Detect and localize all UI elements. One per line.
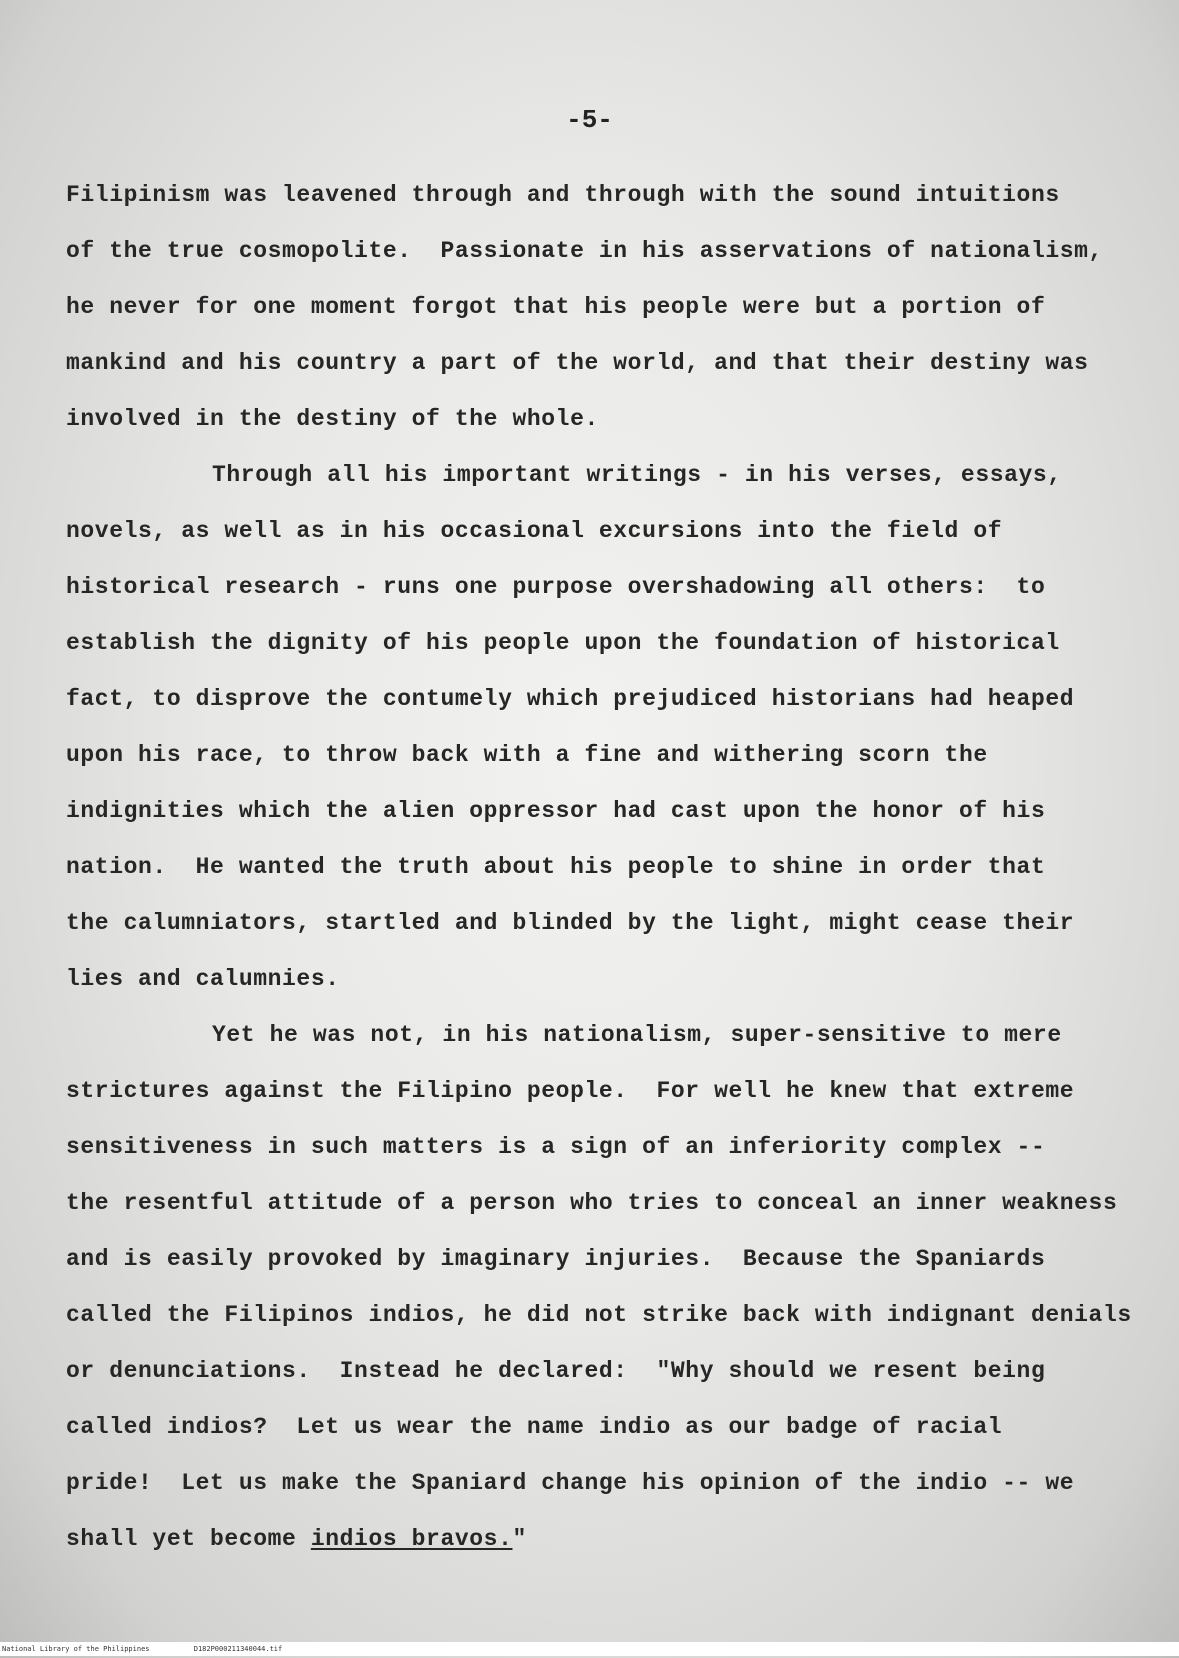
text-line: pride! Let us make the Spaniard change his opinion of the indio -- we: [66, 1470, 1075, 1496]
text-line-final: [66, 1526, 527, 1552]
text-line: establish the dignity of his people upon the foundation of historical: [66, 630, 1060, 656]
text-line: Yet he was not, in his nationalism, super-sensitive to mere: [212, 1022, 1062, 1048]
text-line: strictures against the Filipino people. For well he knew that extreme: [66, 1078, 1075, 1104]
text-line: novels, as well as in his occasional excursions into the field of: [66, 518, 1003, 544]
text-line: or denunciations. Instead he declared: "Why should we resent being: [66, 1358, 1046, 1384]
text-line: the calumniators, startled and blinded by the light, might cease their: [66, 910, 1075, 936]
text-line: he never for one moment forgot that his people were but a portion of: [66, 294, 1046, 320]
text-line: called indios? Let us wear the name indio as our badge of racial: [66, 1414, 1003, 1440]
page-number: -5-: [566, 105, 613, 135]
scan-footer: [0, 1642, 1179, 1656]
text-line: upon his race, to throw back with a fine and withering scorn the: [66, 742, 988, 768]
text-line: nation. He wanted the truth about his people to shine in order that: [66, 854, 1046, 880]
text-line: historical research - runs one purpose overshadowing all others: to: [66, 574, 1046, 600]
text-line: the resentful attitude of a person who tries to conceal an inner weakness: [66, 1190, 1118, 1216]
text-line: Filipinism was leavened through and through with the sound intuitions: [66, 182, 1060, 208]
text-line: mankind and his country a part of the world, and that their destiny was: [66, 350, 1089, 376]
final-line-prefix: shall yet become: [66, 1526, 311, 1552]
text-line: called the Filipinos indios, he did not strike back with indignant denials: [66, 1302, 1132, 1328]
text-line: and is easily provoked by imaginary injuries. Because the Spaniards: [66, 1246, 1046, 1272]
text-line: involved in the destiny of the whole.: [66, 406, 599, 432]
text-line: fact, to disprove the contumely which prejudiced historians had heaped: [66, 686, 1075, 712]
underlined-phrase: indios bravos.: [310, 1526, 513, 1552]
text-line: indignities which the alien oppressor had cast upon the honor of his: [66, 798, 1046, 824]
footer-file-id: D182P000211340044.tif: [193, 1645, 283, 1653]
text-line: of the true cosmopolite. Passionate in his asservations of nationalism,: [66, 238, 1103, 264]
footer-source: National Library of the Philippines: [2, 1645, 150, 1653]
final-line-suffix: ": [512, 1526, 527, 1552]
text-line: sensitiveness in such matters is a sign of an inferiority complex --: [66, 1134, 1046, 1160]
text-line: Through all his important writings - in his verses, essays,: [212, 462, 1062, 488]
text-line: lies and calumnies.: [66, 966, 340, 992]
